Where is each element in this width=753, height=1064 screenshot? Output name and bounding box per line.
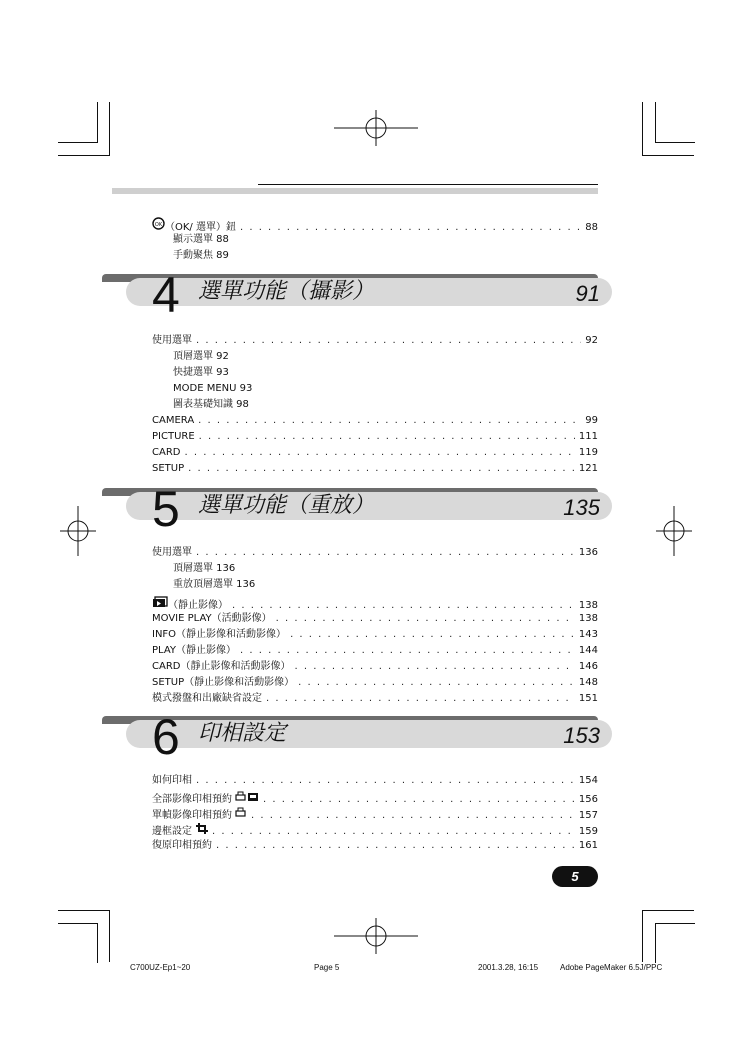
toc-subentry[interactable]: MODE MENU 93 [173, 383, 253, 394]
crop-mark [58, 923, 98, 924]
toc-entry[interactable] [152, 414, 598, 427]
crop-mark [642, 910, 643, 962]
chapter-header-4[interactable] [102, 267, 612, 323]
toc-entry-title: 復原印相預約 [152, 840, 212, 851]
dot-leader [196, 774, 575, 787]
toc-subentry[interactable]: 顯示選單 88 [173, 234, 229, 245]
crop-mark [58, 155, 110, 156]
crop-mark [97, 923, 98, 963]
playback-icon [152, 596, 168, 612]
toc-entry-title: PLAY（靜止影像） [152, 645, 237, 656]
dot-leader [298, 676, 575, 689]
toc-entry-page: 121 [578, 463, 598, 474]
toc-entry-title: （OK/ 選單）鈕 [165, 222, 236, 233]
page-number-badge: 5 [552, 866, 598, 887]
toc-entry-title: 全部影像印相預約 [152, 794, 232, 805]
toc-entry-page: 161 [578, 840, 598, 851]
toc-entry[interactable] [152, 217, 598, 234]
toc-entry-page: 146 [578, 661, 598, 672]
toc-entry[interactable] [152, 774, 598, 787]
registration-target-right [656, 506, 692, 556]
toc-entry[interactable] [152, 644, 598, 657]
crop-mark [655, 102, 656, 142]
toc-entry-title: CARD（靜止影像和活動影像） [152, 661, 291, 672]
toc-entry-title: （靜止影像） [168, 600, 228, 611]
toc-entry[interactable] [152, 676, 598, 689]
dot-leader [196, 546, 575, 559]
dot-leader [199, 430, 575, 443]
crop-mark [655, 142, 695, 143]
chapter-number: 5 [152, 481, 180, 537]
footer-page: Page 5 [314, 963, 340, 972]
toc-entry[interactable] [152, 692, 598, 705]
toc-entry[interactable] [152, 628, 598, 641]
toc-entry-page: 151 [578, 693, 598, 704]
footer-app: Adobe PageMaker 6.5J/PPC [560, 963, 663, 972]
registration-target-left [60, 506, 96, 556]
ok-button-icon [152, 217, 165, 234]
toc-subentry[interactable]: 重放頂層選單 136 [173, 579, 256, 590]
toc-entry-page: 157 [578, 810, 598, 821]
chapter-title: 選單功能（重放） [198, 493, 375, 518]
print-single-icon [235, 807, 247, 822]
frame-icon [196, 823, 208, 838]
toc-entry-page: 111 [578, 431, 598, 442]
dot-leader [251, 809, 575, 822]
toc-entry-page: 119 [578, 447, 598, 458]
toc-entry-title: CAMERA [152, 415, 195, 426]
toc-entry-page: 136 [578, 547, 598, 558]
chapter-title: 選單功能（攝影） [198, 279, 375, 304]
crop-mark [642, 910, 694, 911]
toc-entry-page: 92 [585, 335, 598, 346]
toc-entry[interactable] [152, 334, 598, 347]
toc-entry-title: 模式撥盤和出廠缺省設定 [152, 693, 262, 704]
toc-entry-title: INFO（靜止影像和活動影像） [152, 629, 287, 640]
chapter-number: 6 [152, 709, 180, 765]
dot-leader [263, 793, 575, 806]
print-all-icon [235, 791, 259, 806]
footer-file: C700UZ-Ep1~20 [130, 963, 191, 972]
crop-mark [109, 910, 110, 962]
toc-entry[interactable] [152, 660, 598, 673]
crop-mark [58, 910, 110, 911]
toc-entry-page: 99 [585, 415, 598, 426]
toc-entry[interactable] [152, 807, 598, 822]
chapter-header-6[interactable] [102, 709, 612, 765]
toc-entry-title: 使用選單 [152, 335, 192, 346]
dot-leader [276, 612, 575, 625]
toc-entry-page: 138 [578, 600, 598, 611]
toc-entry-title: CARD [152, 447, 181, 458]
toc-entry-title: 使用選單 [152, 547, 192, 558]
toc-entry-page: 143 [578, 629, 598, 640]
toc-entry-page: 148 [578, 677, 598, 688]
chapter-page: 135 [563, 495, 600, 520]
dot-leader [266, 692, 575, 705]
dot-leader [184, 446, 574, 459]
footer-date: 2001.3.28, 16:15 [478, 963, 539, 972]
toc-entry[interactable] [152, 462, 598, 475]
toc-entry[interactable] [152, 791, 598, 806]
crop-mark [642, 155, 694, 156]
toc-entry-title: 如何印相 [152, 775, 192, 786]
toc-entry[interactable] [152, 446, 598, 459]
toc-entry[interactable] [152, 823, 598, 838]
toc-entry-page: 138 [578, 613, 598, 624]
chapter-page: 153 [563, 723, 600, 748]
dot-leader [216, 839, 575, 852]
dot-leader [212, 825, 575, 838]
dot-leader [196, 334, 581, 347]
crop-mark [655, 923, 656, 963]
crop-mark [642, 102, 643, 155]
header-band [112, 188, 598, 194]
chapter-page: 91 [575, 281, 600, 306]
registration-target-bottom [334, 918, 418, 954]
toc-subentry[interactable]: 圖表基礎知識 98 [173, 399, 249, 410]
dot-leader [294, 660, 574, 673]
chapter-number: 4 [152, 267, 180, 323]
toc-entry[interactable] [152, 546, 598, 559]
dot-leader [240, 644, 575, 657]
toc-entry-page: 156 [578, 794, 598, 805]
registration-target-top [334, 110, 418, 146]
crop-mark [58, 142, 98, 143]
dot-leader [188, 462, 575, 475]
crop-mark [655, 923, 695, 924]
toc-subentry[interactable]: 快捷選單 93 [173, 367, 229, 378]
dot-leader [240, 221, 581, 234]
toc-subentry[interactable]: 頂層選單 136 [173, 563, 236, 574]
chapter-title: 印相設定 [198, 721, 287, 746]
toc-entry-title: SETUP [152, 463, 185, 474]
dot-leader [290, 628, 575, 641]
toc-subentry[interactable]: 手動聚焦 89 [173, 250, 229, 261]
toc-entry[interactable] [152, 596, 598, 612]
toc-entry-page: 88 [585, 222, 598, 233]
toc-entry-title: SETUP（靜止影像和活動影像） [152, 677, 295, 688]
toc-entry[interactable] [152, 839, 598, 852]
toc-subentry[interactable]: 頂層選單 92 [173, 351, 229, 362]
toc-entry-page: 154 [578, 775, 598, 786]
toc-entry[interactable] [152, 612, 598, 625]
chapter-header-5[interactable] [102, 481, 612, 537]
header-rule [258, 184, 598, 185]
dot-leader [198, 414, 581, 427]
dot-leader [232, 599, 575, 612]
toc-entry-page: 144 [578, 645, 598, 656]
toc-entry-title: 邊框設定 [152, 826, 192, 837]
toc-entry-page: 159 [578, 826, 598, 837]
toc-entry[interactable] [152, 430, 598, 443]
toc-entry-title: PICTURE [152, 431, 195, 442]
toc-entry-title: 單幀影像印相預約 [152, 810, 232, 821]
crop-mark [109, 102, 110, 155]
svg-text:OK: OK [154, 222, 163, 228]
toc-entry-title: MOVIE PLAY（活動影像） [152, 613, 272, 624]
crop-mark [97, 102, 98, 142]
